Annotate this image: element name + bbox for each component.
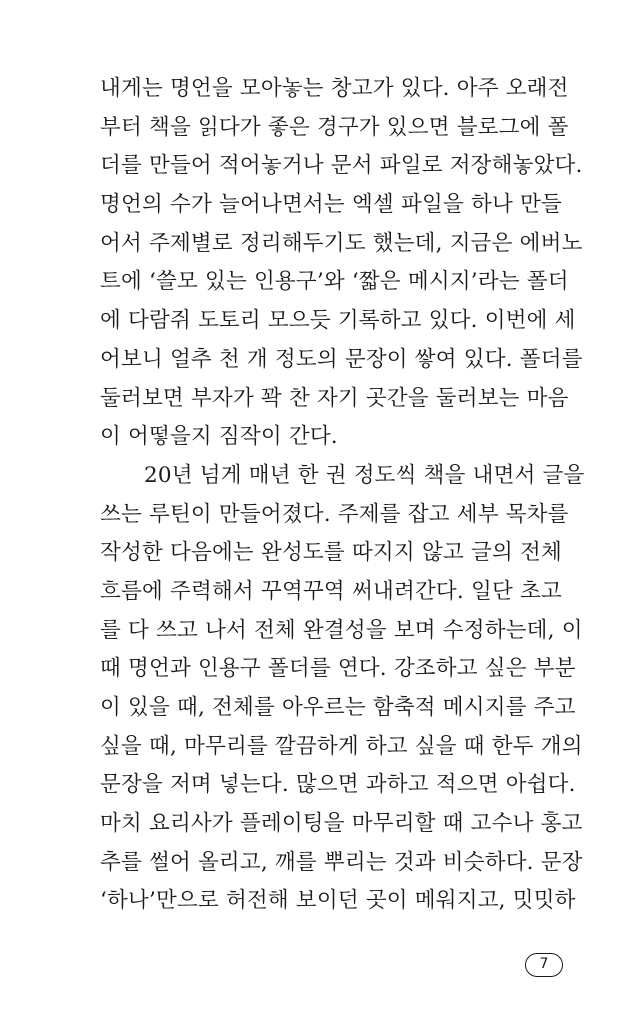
text-line: 이 어떻을지 짐작이 간다.: [100, 424, 338, 450]
text-line: 더를 만들어 적어놓거나 문서 파일로 저장해놓았다.: [100, 153, 583, 179]
text-line: 어서 주제별로 정리해두기도 했는데, 지금은 에버노: [100, 230, 583, 256]
text-line: 싶을 때, 마무리를 깔끔하게 하고 싶을 때 한두 개의: [100, 733, 583, 759]
text-line: 때 명언과 인용구 폴더를 연다. 강조하고 싶은 부분: [100, 656, 576, 682]
text-line: 20년 넘게 매년 한 권 정도씩 책을 내면서 글을: [144, 462, 585, 488]
text-line: 작성한 다음에는 완성도를 따지지 않고 글의 전체: [100, 540, 562, 566]
text-line: 명언의 수가 늘어나면서는 엑셀 파일을 하나 만들: [100, 192, 562, 218]
text-line: 문장을 저며 넣는다. 많으면 과하고 적으면 아쉽다.: [100, 772, 576, 798]
text-line: 추를 썰어 올리고, 깨를 뿌리는 것과 비슷하다. 문장: [100, 849, 583, 875]
text-line: 내게는 명언을 모아놓는 창고가 있다. 아주 오래전: [100, 76, 569, 101]
text-line: 쓰는 루틴이 만들어졌다. 주제를 잡고 세부 목차를: [100, 501, 569, 527]
text-line: 부터 책을 읽다가 좋은 경구가 있으면 블로그에 폴: [100, 114, 569, 140]
text-line: 트에 ‘쓸모 있는 인용구’와 ‘짧은 메시지’라는 폴더: [100, 269, 569, 295]
text-line: 마치 요리사가 플레이팅을 마무리할 때 고수나 홍고: [100, 811, 583, 837]
text-line: 이 있을 때, 전체를 아우르는 함축적 메시지를 주고: [100, 695, 576, 720]
text-line: 어보니 얼추 천 개 정도의 문장이 쌓여 있다. 폴더를: [100, 346, 583, 372]
paragraph-2: [100, 457, 585, 921]
text-line: 를 다 쓰고 나서 전체 완결성을 보며 수정하는데, 이: [100, 617, 583, 643]
body-text: [100, 70, 585, 921]
paragraph-1: [100, 70, 583, 457]
text-line: 에 다람쥐 도토리 모으듯 기록하고 있다. 이번에 세: [100, 308, 576, 334]
text-line: 흐름에 주력해서 꾸역꾸역 써내려간다. 일단 초고: [100, 578, 562, 604]
page-number: 7: [525, 953, 563, 977]
text-line: 둘러보면 부자가 꽉 찬 자기 곳간을 둘러보는 마음: [100, 385, 569, 411]
text-line: ‘하나’만으로 허전해 보이던 곳이 메워지고, 밋밋하: [100, 888, 576, 914]
